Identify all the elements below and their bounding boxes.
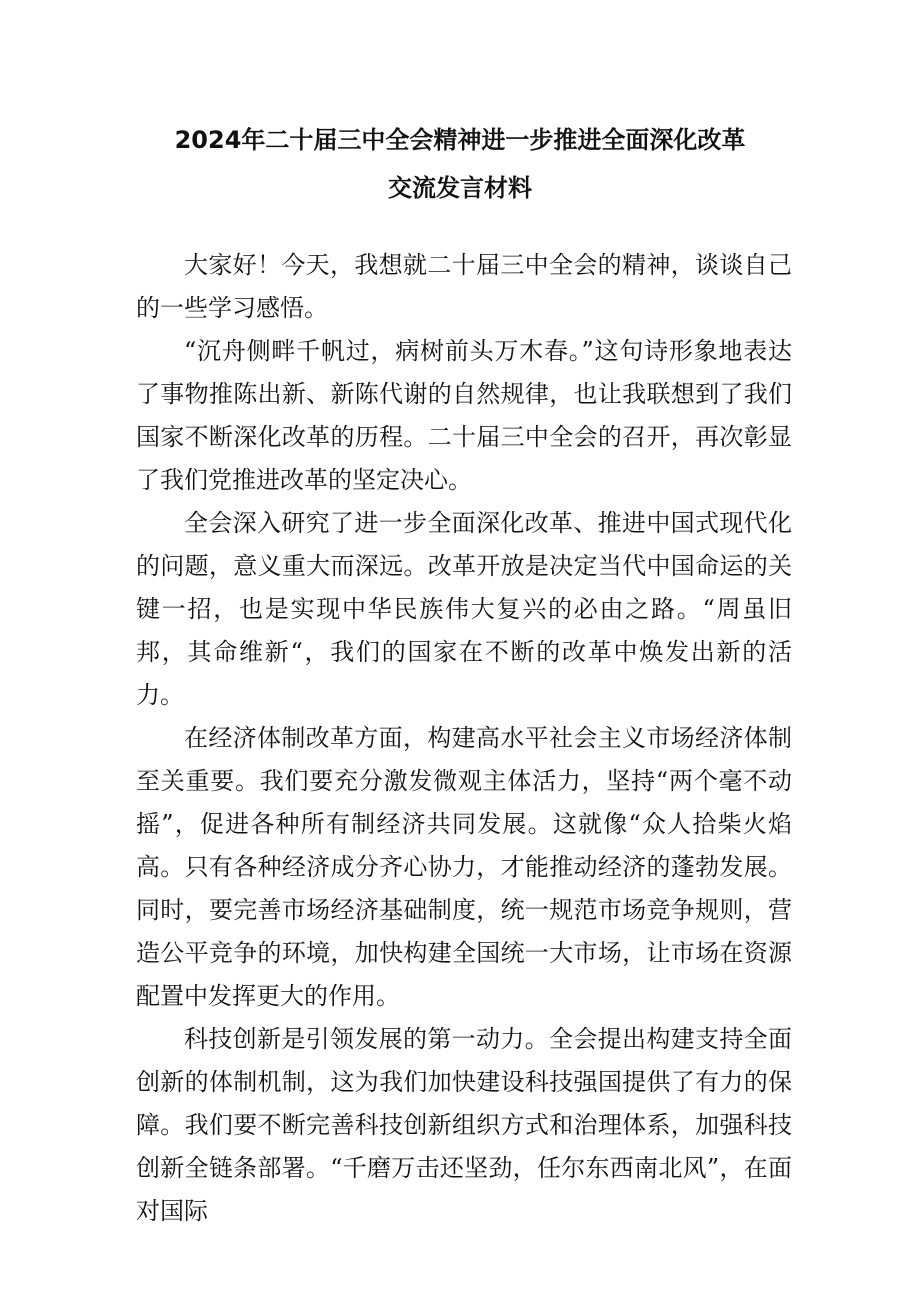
paragraph-plenary: 全会深入研究了进一步全面深化改革、推进中国式现代化的问题，意义重大而深远。改革开放是决定当代中国命运的关键一招，也是实现中华民族伟大复兴的必由之路。“周虽旧邦，其命维新“，我们的国家在不断的改革中焕发出新的活力。 — [136, 509, 792, 709]
document-title-line-2: 交流发言材料 — [388, 174, 532, 202]
document-body — [136, 244, 792, 1233]
paragraph-economy: 在经济体制改革方面，构建高水平社会主义市场经济体制至关重要。我们要充分激发微观主体活力，坚持“两个毫不动摇”，促进各种所有制经济共同发展。这就像“众人拾柴火焰高。只有各种经济成分齐心协力，才能推动经济的蓬勃发展。同时，要完善市场经济基础制度，统一规范市场竞争规则，营造公平竞争的环境，加快构建全国统一大市场，让市场在资源配置中发挥更大的作用。 — [136, 724, 792, 1010]
document-title-line-1: 2024年二十届三中全会精神进一步推进全面深化改革 — [174, 126, 746, 154]
paragraph-greeting: 大家好！今天，我想就二十届三中全会的精神，谈谈自己的一些学习感悟。 — [136, 251, 792, 322]
paragraph-innovation: 科技创新是引领发展的第一动力。全会提出构建支持全面创新的体制机制，这为我们加快建设科技强国提供了有力的保障。我们要不断完善科技创新组织方式和治理体系，加强科技创新全链条部署。“千磨万击还坚劲，任尔东西南北风”，在面对国际 — [136, 1025, 792, 1225]
paragraph-poem: “沉舟侧畔千帆过，病树前头万木春。”这句诗形象地表达了事物推陈出新、新陈代谢的自然规律，也让我联想到了我们国家不断深化改革的历程。二十届三中全会的召开，再次彰显了我们党推进改革的坚定决心。 — [136, 337, 792, 494]
